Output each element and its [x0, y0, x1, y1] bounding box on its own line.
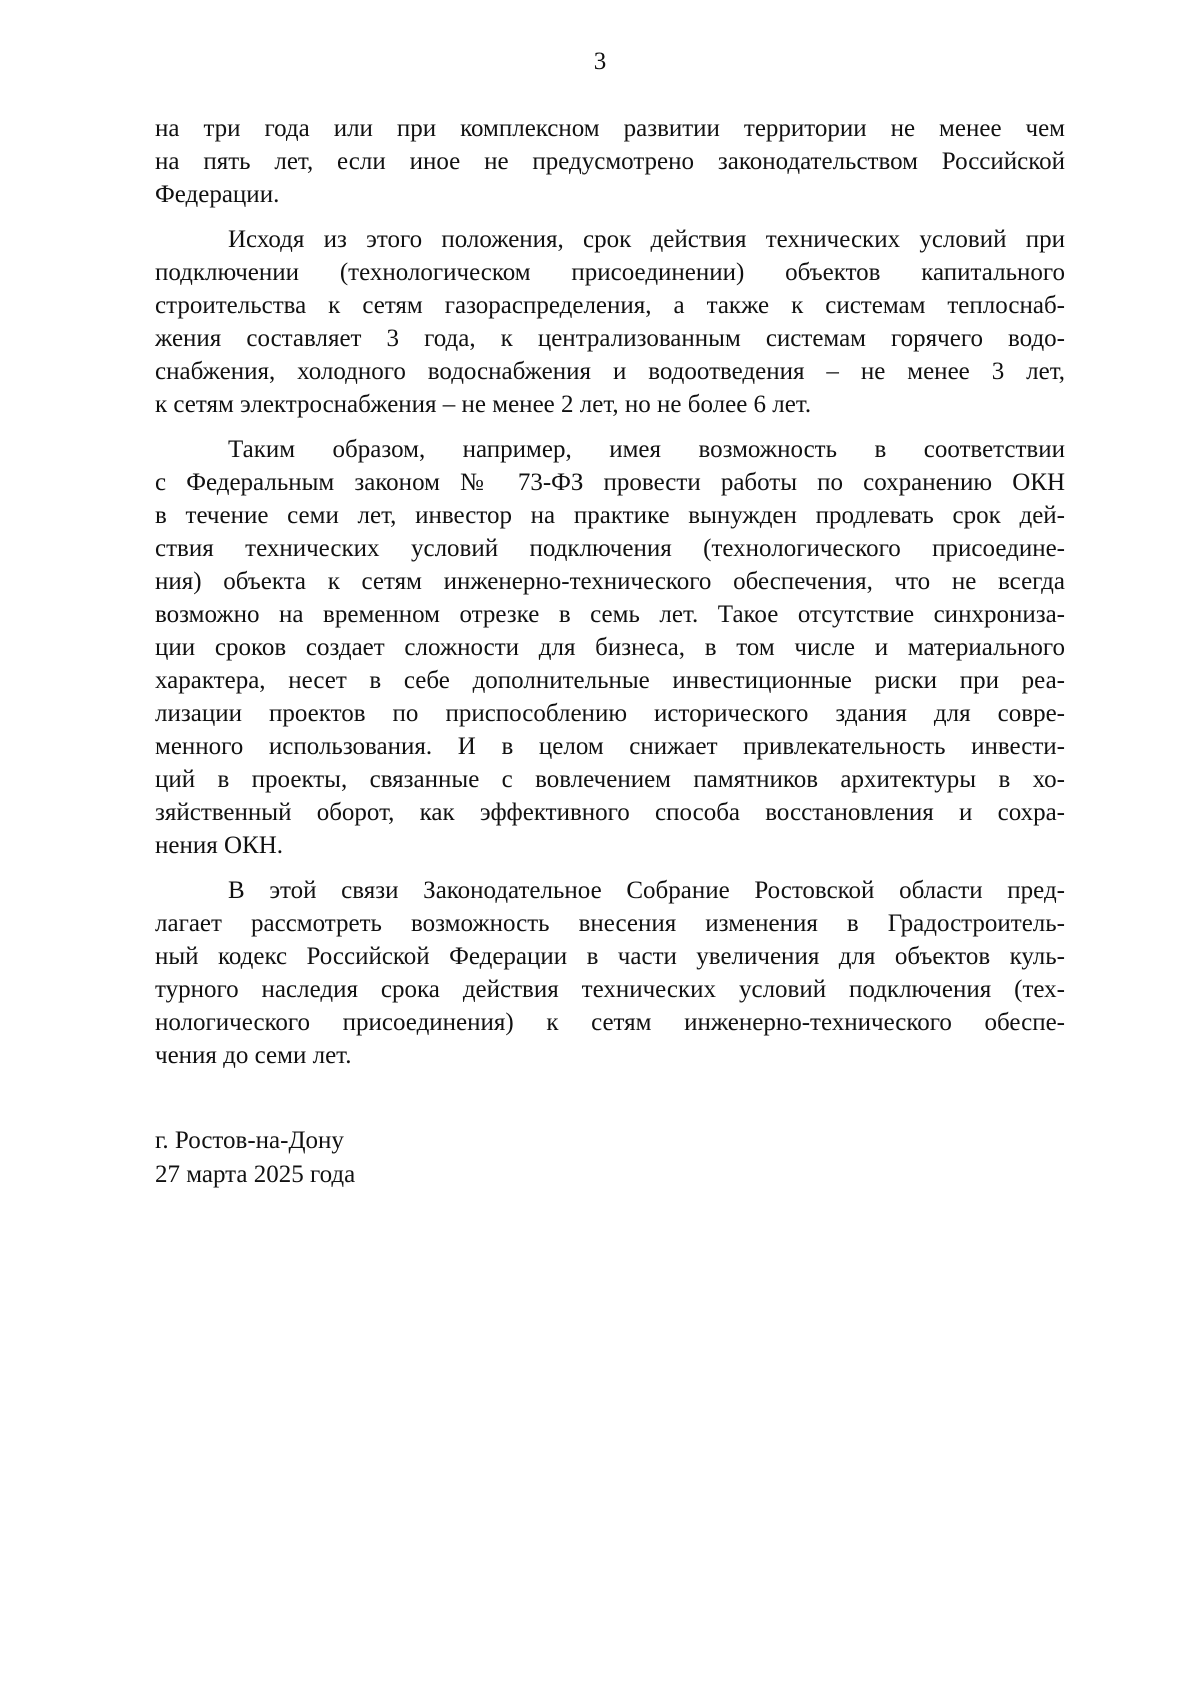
text-line: зяйственный оборот, как эффективного способа восстановления и сохра- — [155, 799, 1065, 826]
text-line: в течение семи лет, инвестор на практике вынужден продлевать срок дей- — [155, 502, 1065, 529]
text-line: Исходя из этого положения, срок действия технических условий при — [228, 226, 1065, 253]
text-line: характера, несет в себе дополнительные инвестиционные риски при реа- — [155, 667, 1065, 694]
text-line: лизации проектов по приспособлению исторического здания для совре- — [155, 700, 1065, 727]
text-line: на три года или при комплексном развитии территории не менее чем — [155, 115, 1065, 142]
text-line: Таким образом, например, имея возможность в соответствии — [228, 436, 1065, 463]
text-line: нения ОКН. — [155, 832, 284, 859]
text-line: подключении (технологическом присоединении) объектов капитального — [155, 259, 1065, 286]
text-line: с Федеральным законом № 73-ФЗ провести работы по сохранению ОКН — [155, 469, 1065, 496]
paragraph-3 — [155, 433, 1065, 862]
text-line: на пять лет, если иное не предусмотрено законодательством Российской — [155, 148, 1065, 175]
paragraph-4 — [155, 874, 1065, 1072]
text-line: жения составляет 3 года, к централизованным системам горячего водо- — [155, 325, 1065, 352]
text-line: ствия технических условий подключения (технологического присоедине- — [155, 535, 1065, 562]
text-line: ный кодекс Российской Федерации в части увеличения для объектов куль- — [155, 943, 1065, 970]
page-number: 3 — [593, 48, 607, 75]
text-line: к сетям электроснабжения – не менее 2 лет, но не более 6 лет. — [155, 391, 812, 418]
text-line: Федерации. — [155, 181, 280, 208]
paragraph-1 — [155, 112, 1065, 211]
document-body — [155, 112, 1065, 1072]
text-line: менного использования. И в целом снижает привлекательность инвести- — [155, 733, 1065, 760]
text-line: возможно на временном отрезке в семь лет. Такое отсутствие синхрониза- — [155, 601, 1065, 628]
text-line: ния) объекта к сетям инженерно-технического обеспечения, что не всегда — [155, 568, 1065, 595]
text-line: ции сроков создает сложности для бизнеса, в том числе и материального — [155, 634, 1065, 661]
text-line: В этой связи Законодательное Собрание Ростовской области пред- — [228, 877, 1065, 904]
text-line: строительства к сетям газораспределения, а также к системам теплоснаб- — [155, 292, 1065, 319]
signature-date: 27 марта 2025 года — [155, 1161, 356, 1188]
text-line: чения до семи лет. — [155, 1042, 352, 1069]
signature-place: г. Ростов-на-Дону — [155, 1127, 344, 1154]
paragraph-2 — [155, 223, 1065, 421]
text-line: турного наследия срока действия технических условий подключения (тех- — [155, 976, 1065, 1003]
signature-block — [155, 1124, 355, 1192]
text-line: ций в проекты, связанные с вовлечением памятников архитектуры в хо- — [155, 766, 1065, 793]
text-line: нологического присоединения) к сетям инженерно-технического обеспе- — [155, 1009, 1065, 1036]
text-line: лагает рассмотреть возможность внесения изменения в Градостроитель- — [155, 910, 1065, 937]
text-line: снабжения, холодного водоснабжения и водоотведения – не менее 3 лет, — [155, 358, 1065, 385]
